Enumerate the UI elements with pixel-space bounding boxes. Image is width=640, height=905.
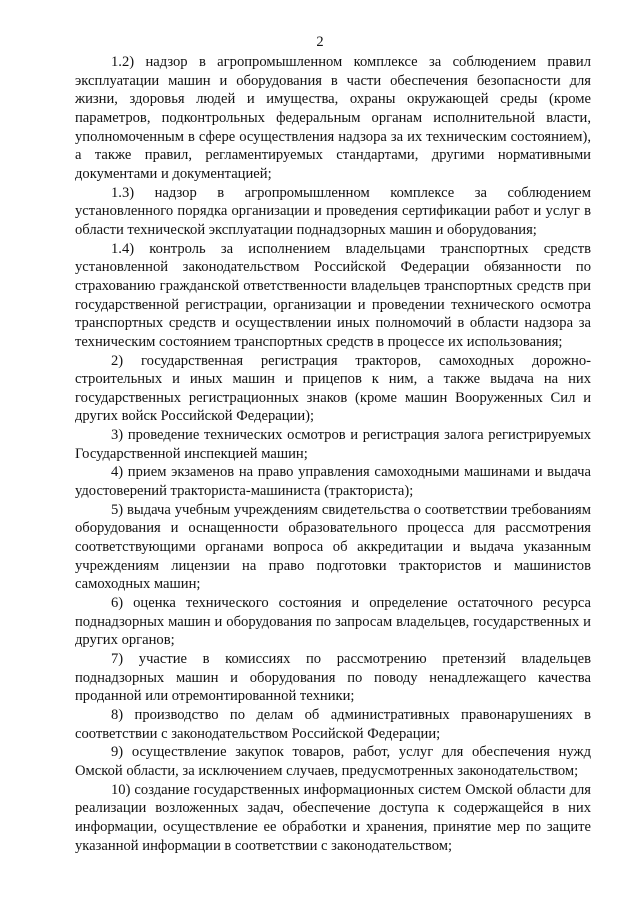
paragraph-10: 10) создание государственных информационных систем Омской области для реализации возложенных задач, обеспечение доступа к содержащейся в них информации, осуществление ее обработки и хранения, принятие мер по защите указанной информации в соответствии с законодательством; [75, 781, 591, 854]
paragraph-2: 2) государственная регистрация тракторов, самоходных дорожно-строительных и иных машин и прицепов к ним, а также выдача на них государственных регистрационных знаков (кроме машин Вооруженных Сил и других войск Российской Федерации); [75, 352, 591, 425]
page-number: 2 [316, 34, 324, 50]
paragraph-1-4: 1.4) контроль за исполнением владельцами транспортных средств установленной законодательством Российской Федерации обязанности по страхованию гражданской ответственности владельцев транспортных средств при государственной регистрации, организации и проведении технического осмотра транспортных средств и осуществлении иных полномочий в области надзора за техническим состоянием транспортных средств в процессе их использования; [75, 240, 591, 350]
paragraph-9: 9) осуществление закупок товаров, работ, услуг для обеспечения нужд Омской области, за исключением случаев, предусмотренных законодательством; [75, 744, 591, 779]
paragraph-3: 3) проведение технических осмотров и регистрация залога регистрируемых Государственной инспекцией машин; [75, 427, 591, 462]
paragraph-7: 7) участие в комиссиях по рассмотрению претензий владельцев поднадзорных машин и оборудования по поводу ненадлежащего качества проданной или отремонтированной техники; [75, 651, 591, 705]
paragraph-8: 8) производство по делам об административных правонарушениях в соответствии с законодательством Российской Федерации; [75, 706, 591, 742]
paragraph-4: 4) прием экзаменов на право управления самоходными машинами и выдача удостоверений тракториста-машиниста (тракториста); [75, 464, 591, 500]
paragraph-1-3: 1.3) надзор в агропромышленном комплексе за соблюдением установленного порядка организации и проведения сертификации работ и услуг в области технической эксплуатации поднадзорных машин и оборудования; [75, 184, 591, 238]
document-body [75, 53, 591, 855]
paragraph-6: 6) оценка технического состояния и определение остаточного ресурса поднадзорных машин и оборудования по запросам владельцев, государственных и других органов; [75, 595, 591, 649]
paragraph-1-2: 1.2) надзор в агропромышленном комплексе за соблюдением правил эксплуатации машин и оборудования в части обеспечения безопасности для жизни, здоровья людей и имущества, охраны окружающей среды (кроме параметров, подконтрольных федеральным органам исполнительной власти, уполномоченным в сфере осуществления надзора за их техническим состоянием), а также правил, регламентируемых стандартами, другими нормативными документами и документацией; [75, 54, 591, 182]
paragraph-5: 5) выдача учебным учреждениям свидетельства о соответствии требованиям оборудования и оснащенности образовательного процесса для рассмотрения соответствующими органами вопроса об аккредитации и выдача указанным учреждениям лицензии на право подготовки трактористов и машинистов самоходных машин; [75, 501, 591, 593]
